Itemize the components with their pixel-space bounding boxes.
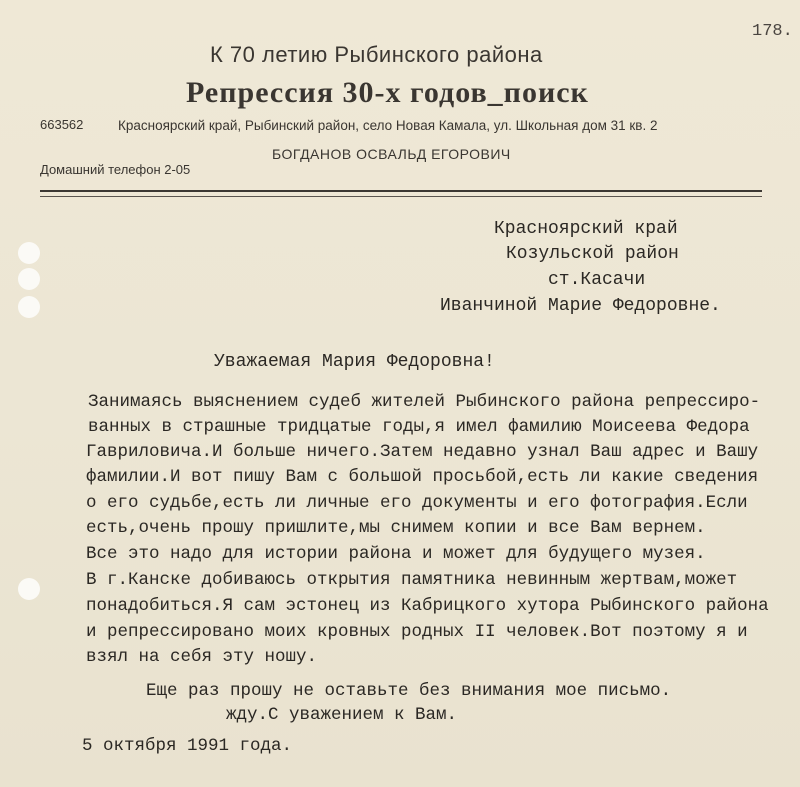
punch-hole: [18, 296, 40, 318]
header-divider: [40, 190, 762, 192]
closing-line: Еще раз прошу не оставьте без внимания мое письмо.: [146, 681, 672, 701]
postal-index: 663562: [40, 117, 84, 132]
body-line: понадобиться.Я сам эстонец из Кабрицкого хутора Рыбинского района: [86, 596, 769, 616]
body-line: взял на себя эту ношу.: [86, 647, 318, 667]
letterhead-title: Репрессия 30-х годов_поиск: [186, 76, 589, 109]
recipient-line: Иванчиной Марие Федоровне.: [440, 296, 721, 316]
body-line: Гавриловича.И больше ничего.Затем недавно узнал Ваш адрес и Вашу: [86, 442, 759, 462]
punch-hole: [18, 578, 40, 600]
body-line: ванных в страшные тридцатые годы,я имел фамилию Моисеева Федора: [88, 417, 750, 437]
body-line: фамилии.И вот пишу Вам с большой просьбой,есть ли какие сведения: [86, 467, 759, 487]
sender-phone: Домашний телефон 2-05: [40, 162, 191, 177]
greeting: Уважаемая Мария Федоровна!: [214, 352, 495, 372]
punch-hole: [18, 268, 40, 290]
body-line: Занимаясь выяснением судеб жителей Рыбинского района репрессиро-: [88, 392, 761, 412]
closing-line: жду.С уважением к Вам.: [226, 705, 458, 725]
punch-hole: [18, 242, 40, 264]
body-line: и репрессировано моих кровных родных II человек.Вот поэтому я и: [86, 622, 748, 642]
page-number: 178.: [752, 22, 793, 41]
sender-address: Красноярский край, Рыбинский район, село Новая Камала, ул. Школьная дом 31 кв. 2: [118, 118, 658, 133]
letterhead-anniversary: К 70 летию Рыбинского района: [210, 42, 543, 67]
recipient-line: Козульской район: [506, 244, 679, 264]
recipient-line: Красноярский край: [494, 219, 678, 239]
body-line: есть,очень прошу пришлите,мы снимем копии и все Вам вернем.: [86, 518, 706, 538]
body-line: В г.Канске добиваюсь открытия памятника невинным жертвам,может: [86, 570, 738, 590]
body-line: Все это надо для истории района и может для будущего музея.: [86, 544, 706, 564]
sender-name: БОГДАНОВ ОСВАЛЬД ЕГОРОВИЧ: [272, 146, 511, 162]
body-line: о его судьбе,есть ли личные его документы и его фотография.Если: [86, 493, 748, 513]
letter-date: 5 октября 1991 года.: [82, 736, 293, 756]
header-divider: [40, 196, 762, 197]
recipient-line: ст.Касачи: [548, 270, 646, 290]
